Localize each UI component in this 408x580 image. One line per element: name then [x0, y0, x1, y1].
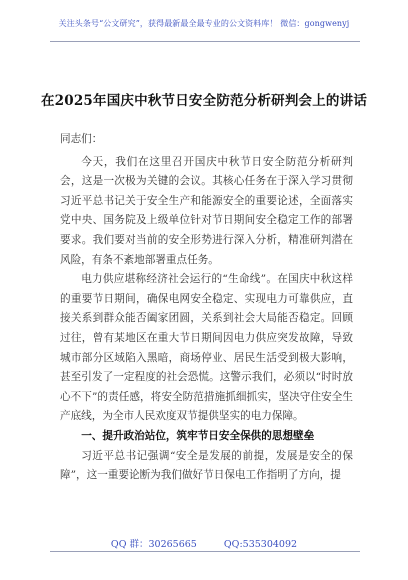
- footer-contacts: [0, 536, 408, 550]
- footer-qq-number: QQ:535304092: [223, 539, 298, 550]
- footer-divider: [50, 551, 360, 552]
- header-notice: 关注头条号“公文研究”，获得最新最全最专业的公文资料库！ 微信：gongwenyj: [58, 19, 350, 28]
- paragraph-intro: 今天，我们在这里召开国庆中秋节日安全防范分析研判会，这是一次极为关键的会议。其核心任务在于深入学习贯彻习近平总书记关于安全生产和能源安全的重要论述，全面落实党中央、国务院及上级单位针对节日期间安全稳定工作的部署要求。我们要对当前的安全形势进行深入分析，精准研判潜在风险，有条不紊地部署重点任务。: [60, 155, 353, 266]
- paragraph-power-supply: 电力供应堪称经济社会运行的“生命线”。在国庆中秋这样的重要节日期间，确保电网安全稳定、实现电力可靠供应，直接关系到群众能否阖家团圆，关系到社会大局能否稳定。回顾过往，曾有某地区在重大节日期间因电力供应突发故障，导致城市部分区域陷入黑暗，商场停业、居民生活受到极大影响，甚至引发了一定程度的社会恐慌。这警示我们，必须以“时时放心不下”的责任感，将安全防范措施抓细抓实，坚决守住安全生产底线，为全市人民欢度双节提供坚实的电力保障。: [60, 273, 353, 423]
- section-heading: 一、提升政治站位，筑牢节日安全保供的思想壁垒: [81, 429, 315, 442]
- footer-qq-group: QQ 群：30265665: [110, 539, 197, 550]
- document-title: 在2025年国庆中秋节日安全防范分析研判会上的讲话: [40, 93, 368, 109]
- greeting: 同志们：: [60, 133, 103, 145]
- document-body: [60, 130, 353, 486]
- section-paragraph: 习近平总书记强调“安全是发展的前提，发展是安全的保障”，这一重要论断为我们做好节日保电工作指明了方向，提: [60, 449, 353, 482]
- header-divider: [50, 41, 360, 42]
